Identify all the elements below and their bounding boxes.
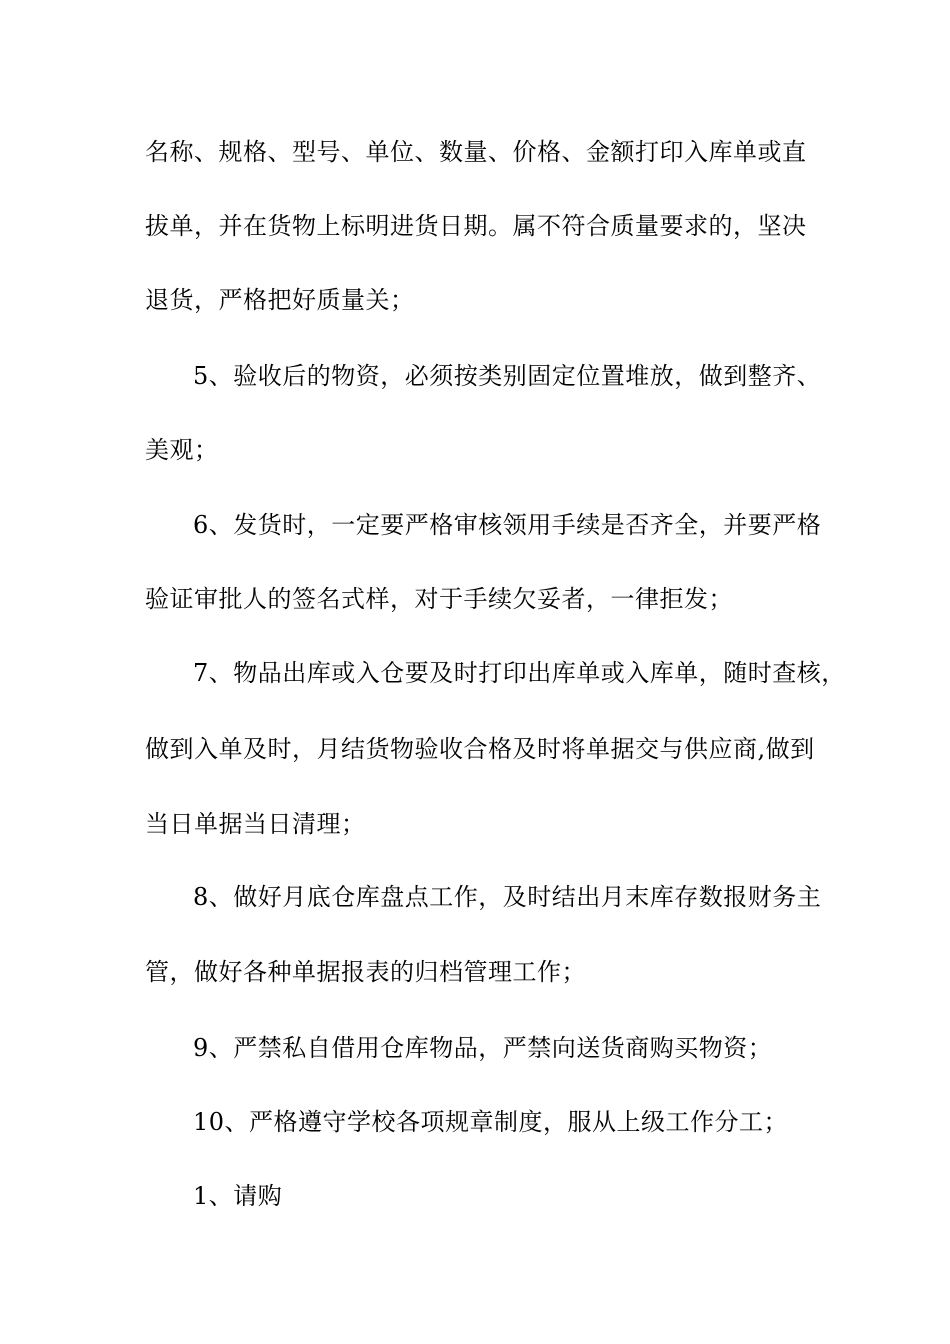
paragraph-line: 美观； — [145, 436, 219, 464]
paragraph-line: 1、请购 — [193, 1182, 283, 1210]
paragraph-line: 做到入单及时，月结货物验收合格及时将单据交与供应商,做到 — [145, 735, 815, 763]
paragraph-line: 当日单据当日清理； — [145, 810, 366, 838]
paragraph-line: 7、物品出库或入仓要及时打印出库单或入库单，随时查核， — [193, 659, 846, 687]
paragraph-line: 退货，严格把好质量关； — [145, 286, 415, 314]
paragraph-line: 拔单，并在货物上标明进货日期。属不符合质量要求的，坚决 — [145, 212, 807, 240]
paragraph-line: 10、严格遵守学校各项规章制度，服从上级工作分工； — [193, 1108, 789, 1136]
paragraph-line: 6、发货时，一定要严格审核领用手续是否齐全，并要严格 — [193, 511, 822, 539]
paragraph-line: 5、验收后的物资，必须按类别固定位置堆放，做到整齐、 — [193, 362, 822, 390]
paragraph-line: 名称、规格、型号、单位、数量、价格、金额打印入库单或直 — [145, 138, 807, 166]
paragraph-line: 管，做好各种单据报表的归档管理工作； — [145, 958, 586, 986]
paragraph-line: 8、做好月底仓库盘点工作，及时结出月末库存数报财务主 — [193, 883, 822, 911]
paragraph-line: 验证审批人的签名式样，对于手续欠妥者，一律拒发； — [145, 585, 733, 613]
paragraph-line: 9、严禁私自借用仓库物品，严禁向送货商购买物资； — [193, 1034, 773, 1062]
